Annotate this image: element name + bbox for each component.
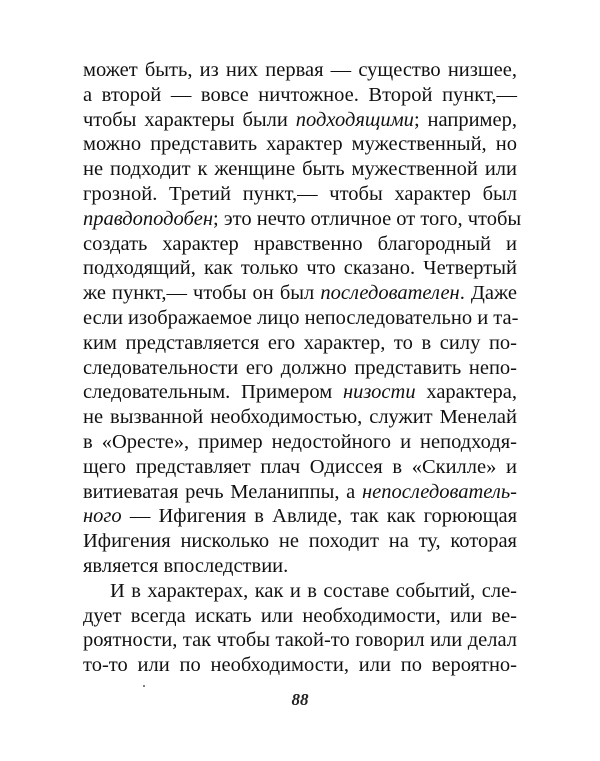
text-segment: можно представить характер мужественный, но bbox=[83, 133, 517, 156]
italic-term: низости bbox=[343, 381, 416, 404]
text-line bbox=[83, 306, 517, 331]
text-line bbox=[83, 554, 517, 579]
italic-term: подходящими bbox=[295, 108, 414, 131]
text-line bbox=[83, 108, 517, 133]
text-segment: следовательным. Примером bbox=[83, 381, 344, 404]
text-line bbox=[83, 157, 517, 182]
text-line bbox=[83, 356, 517, 381]
italic-term: последователен bbox=[320, 282, 460, 305]
print-speck bbox=[143, 685, 145, 687]
page-body-text bbox=[83, 58, 522, 678]
text-segment: если изображаемое лицо непоследовательно и та- bbox=[83, 306, 519, 329]
text-line bbox=[83, 579, 517, 604]
text-segment: является впоследствии. bbox=[83, 554, 289, 577]
text-line bbox=[83, 232, 517, 257]
text-line bbox=[83, 480, 517, 505]
text-segment: подходящий, как только что сказано. Четвертый bbox=[83, 257, 517, 280]
text-line bbox=[83, 504, 517, 529]
text-line bbox=[83, 529, 517, 554]
text-segment: щего представляет плач Одиссея в «Скилле» и bbox=[83, 455, 517, 478]
text-line bbox=[83, 455, 517, 480]
text-segment: ким представляется его характер, то в силу по- bbox=[83, 331, 517, 354]
text-segment: чтобы характеры были bbox=[83, 108, 296, 131]
text-line bbox=[83, 132, 517, 157]
text-segment: не подходит к женщине быть мужественной или bbox=[83, 158, 517, 181]
text-segment: ; например, bbox=[413, 108, 517, 131]
text-line bbox=[83, 83, 517, 108]
italic-term: ного bbox=[83, 505, 122, 528]
text-segment: в «Оресте», пример недостойного и неподходя- bbox=[83, 430, 517, 453]
text-line bbox=[83, 331, 517, 356]
text-segment: дует всегда искать или необходимости, или ве- bbox=[83, 604, 517, 627]
text-segment: создать характер нравственно благородный и bbox=[83, 232, 517, 255]
text-segment: то-то или по необходимости, или по вероятно- bbox=[83, 654, 517, 677]
text-line bbox=[83, 58, 517, 83]
text-segment: следовательности его должно представить непо- bbox=[83, 356, 517, 379]
text-segment: не вызванной необходимостью, служит Менелай bbox=[83, 406, 517, 429]
text-segment: витиеватая речь Меланиппы, а bbox=[83, 480, 362, 503]
page-number: 88 bbox=[291, 690, 309, 709]
text-segment: грозной. Третий пункт,— чтобы характер был bbox=[83, 182, 517, 205]
text-line bbox=[83, 628, 517, 653]
text-segment: . Даже bbox=[459, 282, 517, 305]
text-line bbox=[83, 380, 517, 405]
text-segment: характера, bbox=[415, 381, 517, 404]
text-line bbox=[83, 256, 517, 281]
italic-term: правдоподобен bbox=[83, 207, 214, 230]
text-line bbox=[83, 430, 517, 455]
text-segment: роятности, так чтобы такой-то говорил или делал bbox=[83, 629, 517, 652]
text-line bbox=[83, 405, 517, 430]
text-line bbox=[83, 604, 517, 629]
text-segment: может быть, из них первая — существо низшее, bbox=[83, 59, 517, 81]
text-segment: Ифигения нисколько не походит на ту, которая bbox=[83, 530, 517, 553]
text-line bbox=[83, 281, 517, 306]
text-line bbox=[83, 182, 517, 207]
text-segment: — Ифигения в Авлиде, так как горюющая bbox=[121, 505, 517, 528]
text-line bbox=[83, 207, 522, 232]
italic-term: непоследователь- bbox=[361, 480, 517, 503]
text-segment: же пункт,— чтобы он был bbox=[83, 282, 321, 305]
text-segment: И в характерах, как и в составе событий, сле- bbox=[110, 579, 517, 602]
text-segment: а второй — вовсе ничтожное. Второй пункт,— bbox=[83, 83, 517, 106]
text-line bbox=[83, 653, 517, 678]
text-segment: ; это нечто отличное от того, чтобы bbox=[213, 207, 522, 230]
